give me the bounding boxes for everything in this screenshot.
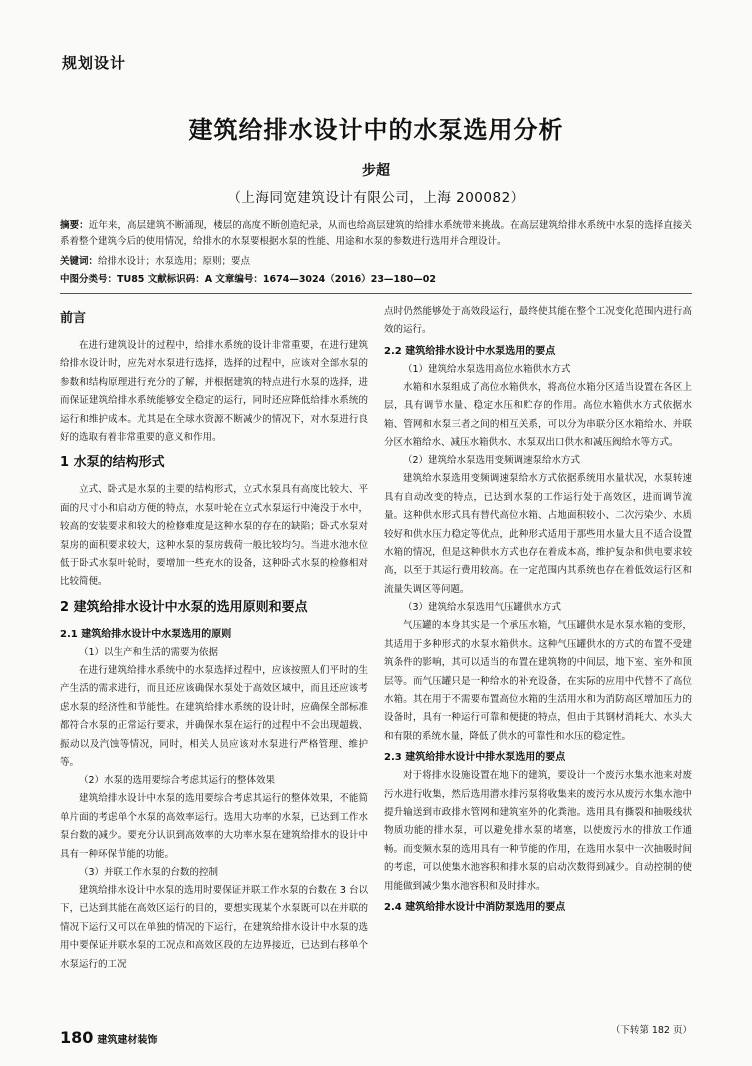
page-footer — [60, 1028, 157, 1047]
right-column — [384, 303, 692, 917]
keywords-label: 关键词： — [60, 256, 99, 267]
abstract-label: 摘要： — [60, 220, 89, 231]
section-2-2-heading: 2.2 建筑给排水设计中水泵选用的要点 — [384, 345, 556, 357]
classification-text: 中图分类号：TU85 文献标识码：A 文章编号：1674—3024（2016）23—180—02 — [60, 274, 436, 285]
item-heading: （3）建筑给水泵选用气压罐供水方式 — [403, 602, 562, 614]
paragraph: 气压罐的本身其实是一个承压水箱，气压罐供水是水泵水箱的变形，其适用于多种形式的水泵水箱供水。这种气压罐供水的方式的布置不受建筑条件的影响，其可以适当的布置在建筑物的中间层，地下室、室外和顶层等。而气压罐只是一种给水的补充设备，在实际的应用中代替不了高位水箱。其在用于不需要布置高位水箱的生活用水和为消防高区增加压力的设备时，具有一种运行可靠和便捷的特点，但由于其钢材消耗大、水头大和有限的系统水量，降低了供水的可靠性和水压的稳定性。 — [384, 620, 692, 742]
item-heading: （1）以生产和生活的需要为依据 — [79, 646, 219, 658]
section-2-3-heading: 2.3 建筑给排水设计中排水泵选用的要点 — [384, 752, 566, 764]
article-author: 步超 — [362, 163, 390, 179]
paragraph: 建筑给排水设计中水泵的选用时要保证并联工作水泵的台数在 3 台以下，已达到其能在高效区运行的目的，要想实现某个水泵既可以在并联的情况下运行又可以在单独的情况的下运行，在建筑给排水设计中水泵的选用中要保证并联水泵的工况点和高效区段的左边界接近，已达到右移单个水泵运行的工况 — [60, 884, 368, 970]
page-number: 180 — [60, 1028, 94, 1047]
paragraph: 立式、卧式是水泵的主要的结构形式，立式水泵具有高度比较大、平面的尺寸小和启动方便的特点，水泵叶轮在立式水泵运行中淹没于水中，较高的安装要求和较大的检修难度是这种水泵的存在的缺陷；卧式水泵对泵房的面积要求较大，这种水泵的泵房载荷一般比较均匀。当进水池水位低于卧式水泵叶轮时，要增加一些充水的设备，这种卧式水泵的检修相对比较简便。 — [60, 484, 368, 588]
paragraph: 水箱和水泵组成了高位水箱供水，将高位水箱分区适当设置在各区上层，具有调节水量、稳定水压和贮存的作用。高位水箱供水方式依据水箱、管网和水泵三者之间的相互关系，可以分为串联分区水箱给水、并联分区水箱给水、减压水箱供水、水泵双出口供水和减压阀给水等方式。 — [384, 381, 692, 449]
keywords — [60, 254, 692, 270]
foreword-heading: 前言 — [60, 311, 87, 326]
section-tag: 规划设计 — [62, 54, 127, 72]
classification — [60, 272, 692, 288]
abstract — [60, 218, 692, 250]
abstract-text: 近年来，高层建筑不断涌现，楼层的高度不断创造纪录，从而也给高层建筑的给排水系统带来挑战。在高层建筑给排水系统中水泵的选择直接关系着整个建筑今后的使用情况，给排水的水泵要根据水泵的性能、用途和水泵的参数进行选用并合理设计。 — [60, 220, 692, 247]
header-divider — [60, 293, 692, 294]
section-2-4-heading: 2.4 建筑给排水设计中消防泵选用的要点 — [384, 901, 566, 913]
paragraph: 点时仍然能够处于高效段运行，最终使其能在整个工况变化范围内进行高效的运行。 — [384, 306, 692, 336]
item-heading: （2）建筑给水泵选用变频调速泵给水方式 — [403, 455, 581, 467]
paragraph: 建筑给排水设计中水泵的选用要综合考虑其运行的整体效果，不能简单片面的考虑单个水泵的高效率运行。选用大功率的水泵，已达到工作水泵台数的减少。要充分认识到高效率的大功率水泵在建筑给排水的设计中具有一种环保节能的功能。 — [60, 793, 368, 860]
journal-name: 建筑建材装饰 — [97, 1035, 158, 1046]
keywords-text: 给排水设计；水泵选用；原则；要点 — [98, 256, 251, 267]
section-2-1-heading: 2.1 建筑给排水设计中水泵选用的原则 — [60, 628, 232, 640]
paragraph: 在进行建筑给排水系统中的水泵选择过程中，应该按照人们平时的生产生活的需求进行，而且还应该确保水泵处于高效区域中，而且还应该考虑水泵的经济性和节能性。在建筑给排水系统的设计时，应确保全部标准都符合水泵的正常运行要求，并确保水泵在运行的过程中不会出现超载、振动以及汽蚀等情况，同时，相关人员应该对水泵进行严格管理、维护等。 — [60, 664, 368, 768]
continued-note: （下转第 182 页） — [610, 1025, 692, 1036]
section-2-heading: 2 建筑给排水设计中水泵的选用原则和要点 — [60, 599, 308, 615]
article-title: 建筑给排水设计中的水泵选用分析 — [188, 115, 564, 144]
item-heading: （3）并联工作水泵的台数的控制 — [79, 866, 219, 878]
section-1-heading: 1 水泵的结构形式 — [60, 455, 165, 471]
article-affiliation: （上海同宽建筑设计有限公司，上海 200082） — [227, 190, 525, 206]
paragraph: 对于将排水设施设置在地下的建筑，要设计一个废污水集水池来对废污水进行收集，然后选用潜水排污泵将收集来的废污水从废污水集水池中提升输送到市政排水管网和建筑室外的化粪池。选用具有撕裂和抽吸线状物质功能的排水泵，可以避免排水泵的堵塞，以使废污水的排放工作通畅。而变频水泵的选用具有一种节能的作用，在选用水泵中一次抽吸时间的考虑，可以使集水池容积和排水泵的启动次数得到减少。自动控制的使用能做到减少集水池容积和及时排水。 — [384, 770, 692, 892]
paragraph: 建筑给水泵选用变频调速泵给水方式依据系统用水量状况，水泵转速具有自动改变的特点，已达到水泵的工作运行处于高效区，进而调节流量。这种供水形式具有替代高位水箱、占地面积较小、二次污染少、水质较好和供水压力稳定等优点，此种形式适用于那些用水量大且不适合设置水箱的情况，但是这种供水方式也存在着成本高，维护复杂和供电要求较高，以至于其运行费用较高。在一定范围内其系统也存在着低效运行区和流量失调区等问题。 — [384, 473, 692, 595]
item-heading: （1）建筑给水泵选用高位水箱供水方式 — [403, 363, 571, 375]
item-heading: （2）水泵的选用要综合考虑其运行的整体效果 — [79, 775, 276, 787]
paragraph: 在进行建筑设计的过程中，给排水系统的设计非常重要，在进行建筑给排水设计时，应先对水泵进行选择，选择的过程中，应该对全部水泵的参数和结构原理进行充分的了解，并根据建筑的特点进行水泵的选择，进而保证建筑给排水系统能够安全稳定的运行，同时还应降低给排水系统的运行和维护成本。尤其是在全球水资源不断减少的情况下，对水泵进行良好的选取有着非常重要的意义和作用。 — [60, 340, 368, 444]
left-column — [60, 303, 368, 974]
